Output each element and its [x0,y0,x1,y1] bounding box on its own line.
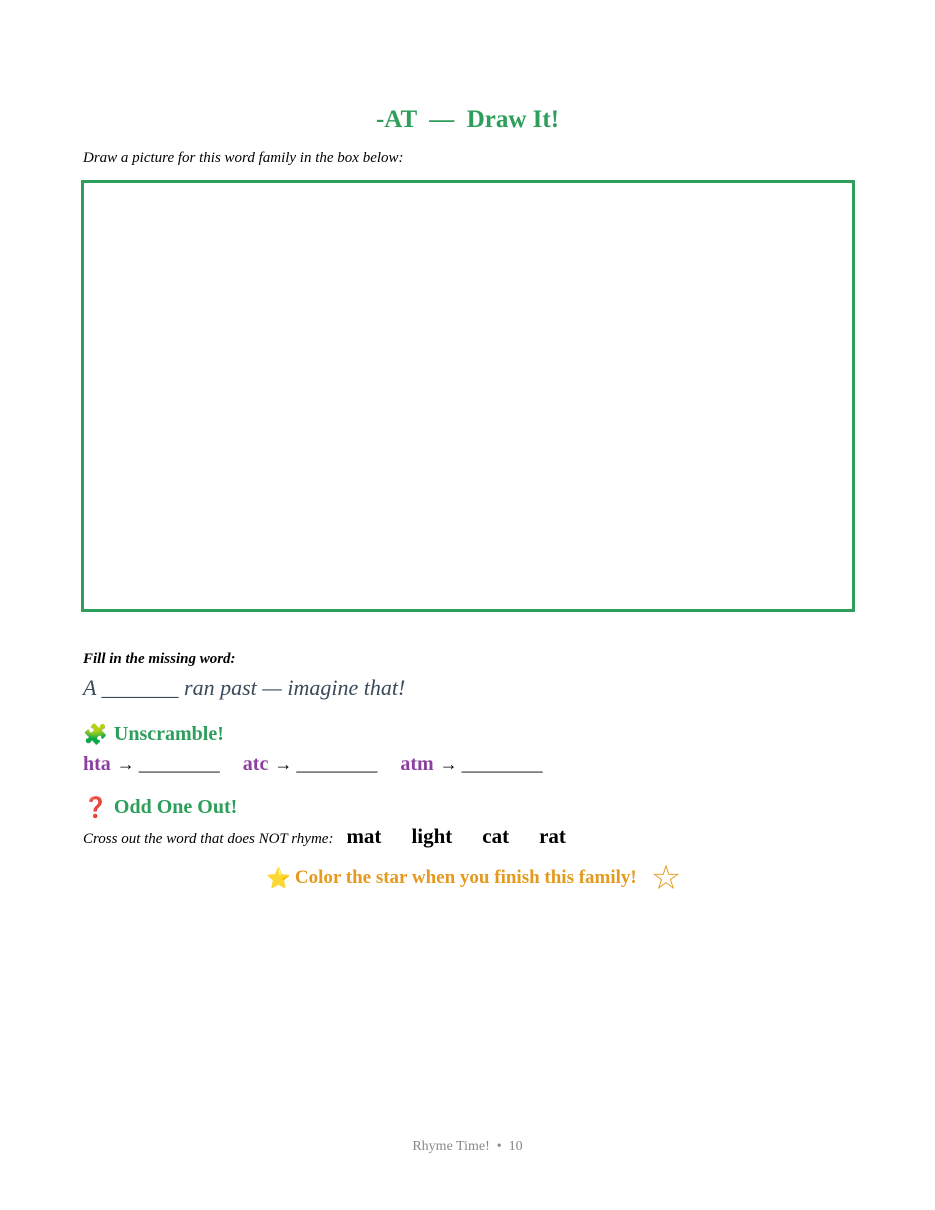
fill-in-label: Fill in the missing word: [83,651,236,667]
odd-word[interactable]: rat [539,824,566,848]
scrambled-word: atc [242,753,269,775]
odd-one-out-heading-text: Odd One Out! [113,796,238,818]
star-reward-line [266,858,681,898]
scramble-item [243,753,378,776]
puzzle-icon: 🧩 [83,724,108,746]
star-icon: ⭐ [266,867,291,890]
page-title: -AT — Draw It! [375,106,560,133]
answer-blank[interactable]: _________ [138,754,220,774]
star-reward-text: Color the star when you finish this family! [294,867,637,888]
scramble-item [400,753,542,776]
page-footer: Rhyme Time! • 10 [412,1139,523,1154]
odd-word[interactable]: light [411,824,453,848]
outline-star-icon[interactable]: ☆ [650,860,682,897]
odd-word[interactable]: cat [482,824,510,848]
scrambled-word: atm [400,753,434,775]
odd-word[interactable]: mat [346,824,382,848]
odd-one-out-heading [83,795,237,820]
odd-one-out-prompt: Cross out the word that does NOT rhyme: [83,831,334,847]
arrow-icon: → [116,754,135,774]
unscramble-heading [83,722,224,747]
arrow-icon: → [274,754,293,774]
unscramble-heading-text: Unscramble! [113,723,224,745]
answer-blank[interactable]: _________ [461,754,543,774]
answer-blank[interactable]: _________ [296,754,378,774]
odd-one-out-row [83,824,596,849]
question-icon: ❓ [83,797,108,819]
fill-in-sentence: A _______ ran past — imagine that! [83,675,406,700]
scrambled-word: hta [83,753,111,775]
unscramble-row [83,753,566,776]
drawing-box[interactable] [81,180,855,612]
draw-instruction: Draw a picture for this word family in the box below: [83,150,404,166]
arrow-icon: → [439,754,458,774]
scramble-item [83,753,220,776]
